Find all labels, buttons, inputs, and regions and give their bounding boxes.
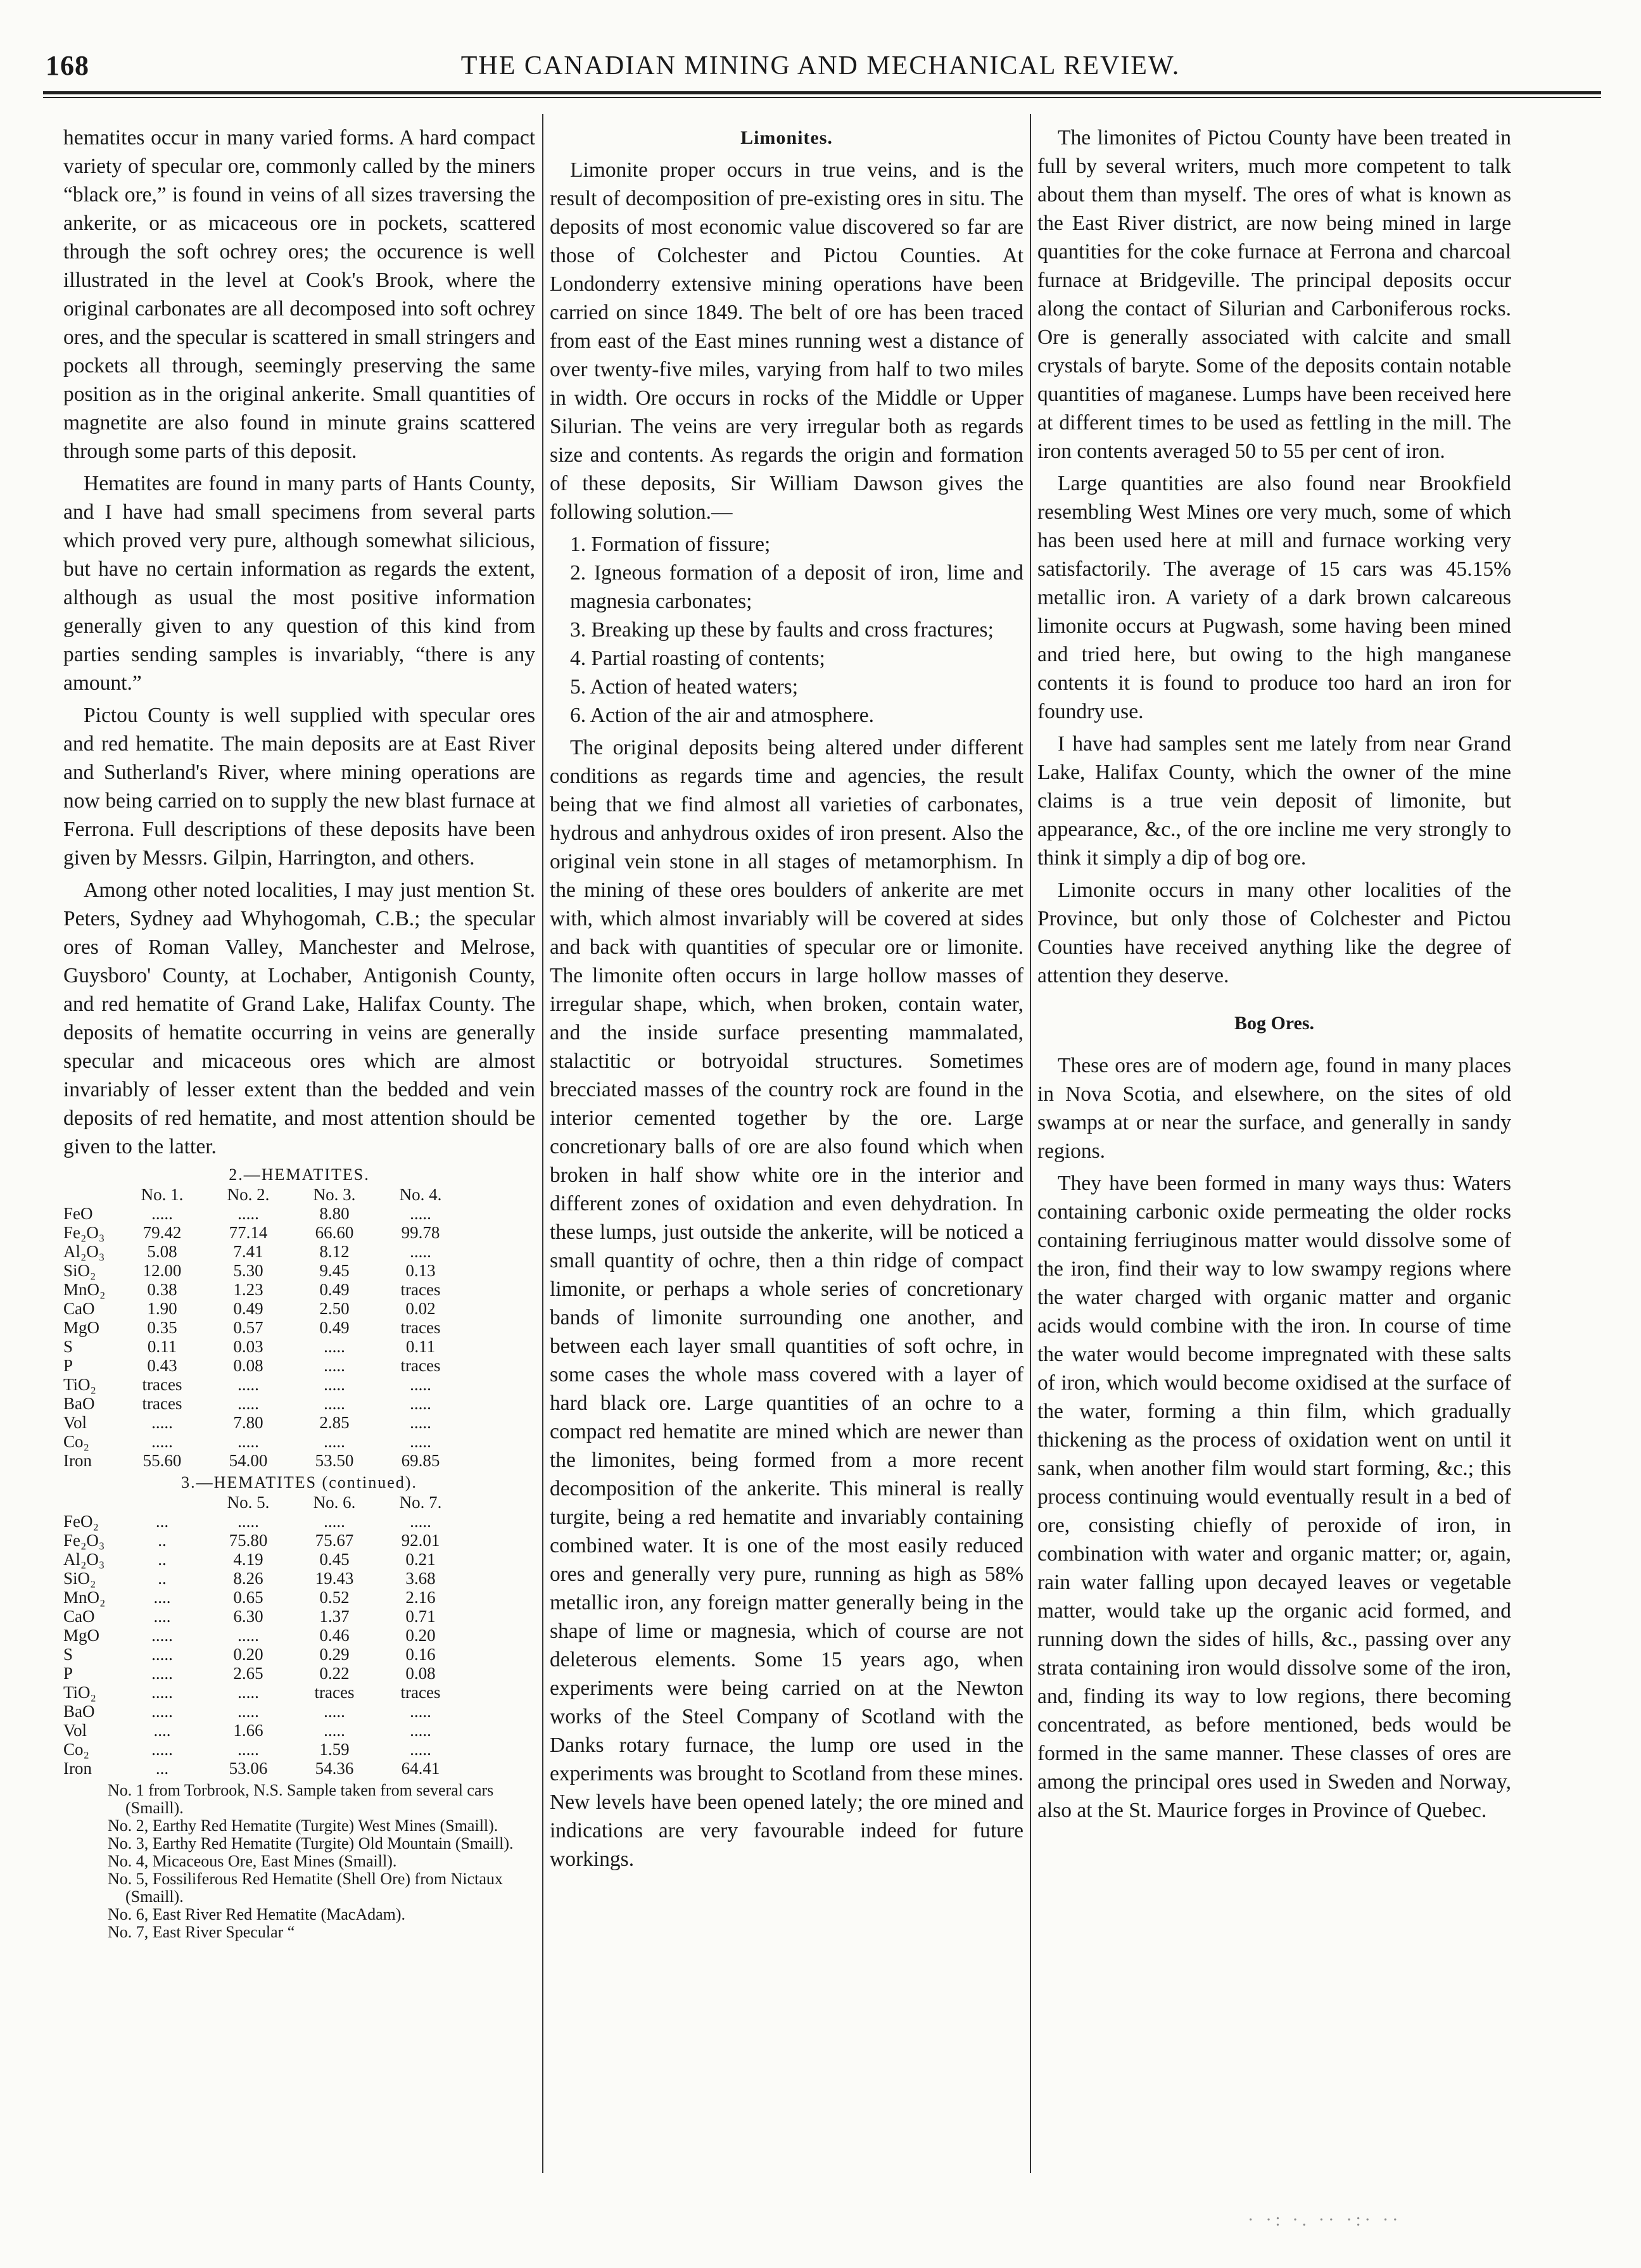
formation-list xyxy=(550,530,1023,730)
paragraph: Among other noted localities, I may just mention St. Peters, Sydney aad Whyhogomah, C.B.; the specular ores of Roman Valley, Manchester and Melrose, Guysboro' County, at Lochaber, Antigonish County, and red hematite of Grand Lake, Halifax County. The deposits of hematite occurring in veins are generally specular and micaceous ores which are almost invariably of lesser extent than the bedded and vein deposits of red hematite, and most attention should be given to the latter. xyxy=(63,878,535,1158)
table-caption: 2.—HEMATITES. xyxy=(229,1165,370,1184)
table-cell: 75.67 xyxy=(315,1531,354,1550)
table-row xyxy=(63,1356,464,1375)
table-cell: ... xyxy=(155,1759,169,1778)
table-cell: 0.21 xyxy=(405,1550,436,1569)
table-cell: ..... xyxy=(238,1702,259,1721)
table-cell: ... xyxy=(155,1512,169,1531)
table-cell: 0.29 xyxy=(319,1645,350,1664)
table-cell: ..... xyxy=(324,1375,345,1394)
table-cell: 9.45 xyxy=(319,1261,350,1280)
table-cell: ..... xyxy=(238,1394,259,1413)
table-cell: Co₂ xyxy=(63,1432,89,1451)
table-cell: 4.19 xyxy=(233,1550,263,1569)
paragraph: The original deposits being altered under different conditions as regards time and agencies, the result being that we find almost all varieties of carbonates, hydrous and anhydrous oxides of iron present. Also the original vein stone in all stages of metamorphism. In the mining of these ores boulders of ankerite are met with, which almost invariably will be covered at sides and back with quantities of specular ore or limonite. The limonite often occurs in large hollow masses of irregular shape, which, when broken, contain water, and the inside surface presenting mammalated, stalactitic or botryoidal structures. Sometimes brecciated masses of the country rock are found in the interior cemented together by the ore. Large concretionary balls of ore are also found which when broken in half show white ore in the interior and different zones of oxidation and even dehydration. In these lumps, just outside the ankerite, will be noticed a small quantity of ochre, then a thin ridge of compact limonite, or perhaps a whole series of concretionary bands of limonite surrounding one another, and between each layer small quantities of soft ochre, in some cases the whole mass covered with a layer of hard black ore. Large quantities of an ochre to a compact red hematite are mined which are newer than the limonites, being formed from a more recent decomposition of the ankerite. This mineral is really turgite, being a red hematite and invariably containing combined water. It is one of the most easily reduced ores and generally very pure, running as high as 58% metallic iron, any foreign matter generally being in the shape of lime or magnesia, which of course are not deleterous elements. Some 15 years ago, when experiments were being carried on at the Newton works of the Steel Company of Scotland with the Danks rotary furnace, the lump ore used in the experiments was brought to Scotland from these mines. New levels have been opened lately; the ore mined and indications are very favourable indeed for future workings. xyxy=(550,736,1023,1871)
table-cell: ..... xyxy=(151,1432,173,1451)
table-header xyxy=(63,1185,119,1204)
table-row xyxy=(63,1432,464,1451)
table-cell: traces xyxy=(142,1375,182,1394)
table-cell: 0.49 xyxy=(319,1318,350,1337)
table-cell: ..... xyxy=(324,1356,345,1375)
table-cell: ..... xyxy=(238,1626,259,1645)
table-cell: Al₂O₃ xyxy=(63,1550,105,1569)
table-cell: 0.03 xyxy=(233,1337,263,1356)
table-cell: ..... xyxy=(151,1702,173,1721)
paragraph: The limonites of Pictou County have been treated in full by several writers, much more competent to talk about them than myself. The ores of what is known as the East River district, are now being mined in large quantities for the coke furnace at Ferrona and charcoal furnace at Bridgeville. The principal deposits occur along the contact of Silurian and Carboniferous rocks. Ore is generally associated with calcite and small crystals of baryte. Some of the deposits contain notable quantities of maganese. Lumps have been received here at different times to be used as fettling in the mill. The iron contents averaged 50 to 55 per cent of iron. xyxy=(1037,126,1511,463)
table-cell: ..... xyxy=(410,1242,431,1261)
header-rule-thin xyxy=(43,97,1601,98)
table-cell: 12.00 xyxy=(143,1261,182,1280)
table-cell: 0.43 xyxy=(147,1356,177,1375)
note: No. 6, East River Red Hematite (MacAdam). xyxy=(108,1905,406,1923)
table-cell: ..... xyxy=(410,1394,431,1413)
table-cell: 0.57 xyxy=(233,1318,263,1337)
table-cell: ..... xyxy=(151,1413,173,1432)
table-cell: 1.59 xyxy=(319,1740,350,1759)
table-cell: 19.43 xyxy=(315,1569,354,1588)
table-cell: ..... xyxy=(151,1664,173,1683)
table-cell: 0.52 xyxy=(319,1588,350,1607)
table-row xyxy=(63,1413,464,1432)
table-cell: Fe₂O₃ xyxy=(63,1223,105,1242)
table-row xyxy=(63,1280,464,1299)
note: No. 3, Earthy Red Hematite (Turgite) Old Mountain (Smaill). xyxy=(108,1834,514,1853)
table-cell: S xyxy=(63,1337,73,1356)
table-row xyxy=(63,1451,464,1470)
table-header: No. 1. xyxy=(141,1185,184,1204)
table-row xyxy=(63,1721,464,1740)
analysis-table-2 xyxy=(63,1493,464,1778)
table-header: No. 3. xyxy=(313,1185,356,1204)
table-cell: FeO xyxy=(63,1204,93,1223)
table-cell: SiO₂ xyxy=(63,1261,96,1280)
table-cell: 0.11 xyxy=(147,1337,177,1356)
table-header: No. 6. xyxy=(313,1493,356,1512)
table-cell: 0.20 xyxy=(233,1645,263,1664)
table-cell: 8.26 xyxy=(233,1569,263,1588)
table-row xyxy=(63,1645,464,1664)
table-header xyxy=(119,1493,205,1512)
table-cell: ..... xyxy=(410,1432,431,1451)
table-cell: 53.06 xyxy=(229,1759,268,1778)
table-cell: ..... xyxy=(410,1702,431,1721)
table-cell: FeO₂ xyxy=(63,1512,99,1531)
table-cell: Vol xyxy=(63,1721,87,1740)
section-heading-bog-ores: Bog Ores. xyxy=(1234,1013,1315,1034)
table-cell: ..... xyxy=(324,1512,345,1531)
table-cell: 55.60 xyxy=(143,1451,182,1470)
paragraph: These ores are of modern age, found in many places in Nova Scotia, and elsewhere, on the sites of old swamps at or near the surface, and generally in sandy regions. xyxy=(1037,1054,1511,1163)
table-cell: ..... xyxy=(324,1432,345,1451)
paragraph: Hematites are found in many parts of Hants County, and I have had small specimens from several parts which proved very pure, although somewhat silicious, but have no certain information as regards the extent, although as usual the most positive information generally given to any question of this kind from parties sending samples is invariably, “there is any amount.” xyxy=(63,472,535,695)
table-cell: Co₂ xyxy=(63,1740,89,1759)
table-cell: CaO xyxy=(63,1607,95,1626)
table-cell: 6.30 xyxy=(233,1607,263,1626)
table-caption: 3.—HEMATITES (continued). xyxy=(181,1473,417,1492)
table-cell: 77.14 xyxy=(229,1223,268,1242)
table-cell: .... xyxy=(153,1721,171,1740)
table-cell: TiO₂ xyxy=(63,1375,96,1394)
table-cell: 8.80 xyxy=(319,1204,350,1223)
running-title: THE CANADIAN MINING AND MECHANICAL REVIEW. xyxy=(460,51,1181,80)
table-cell: 0.11 xyxy=(405,1337,436,1356)
table-cell: 64.41 xyxy=(401,1759,440,1778)
note: No. 2, Earthy Red Hematite (Turgite) West Mines (Smaill). xyxy=(108,1816,498,1835)
table-row xyxy=(63,1394,464,1413)
table-cell: 7.80 xyxy=(233,1413,263,1432)
table-cell: 2.65 xyxy=(233,1664,263,1683)
table-cell: 2.50 xyxy=(319,1299,350,1318)
table-header: No. 4. xyxy=(399,1185,442,1204)
table-row xyxy=(63,1588,464,1607)
table-cell: Iron xyxy=(63,1451,92,1470)
note: No. 1 from Torbrook, N.S. Sample taken from several cars (Smaill). xyxy=(108,1781,494,1817)
table-cell: 5.30 xyxy=(233,1261,263,1280)
table-cell: 75.80 xyxy=(229,1531,268,1550)
list-item: 2. Igneous formation of a deposit of iron, lime and magnesia carbonates; xyxy=(570,561,1023,613)
table-cell: ..... xyxy=(238,1375,259,1394)
paragraph: Large quantities are also found near Brookfield resembling West Mines ore very much, some of which has been used here at mill and furnace working very satisfactorily. The average of 15 cars was 45.15% metallic iron. A variety of a dark brown calcareous limonite occurs at Pugwash, some having been mined and tried here, but owing to the high manganese contents it is found to produce too hard an iron for foundry use. xyxy=(1037,472,1511,723)
table-cell: 0.38 xyxy=(147,1280,177,1299)
page-number: 168 xyxy=(46,50,89,81)
paragraph: hematites occur in many varied forms. A hard compact variety of specular ore, commonly called by the miners “black ore,” is found in veins of all sizes traversing the ankerite, or as micaceous ore in pockets, scattered through the soft ochrey ores; the occurence is well illustrated in the level at Cook's Brook, where the original carbonates are all decomposed into soft ochrey ores, and the specular is scattered in small stringers and pockets all through, seemingly preserving the same position as in the original ankerite. Small quantities of magnetite are also found in minute grains scattered through some parts of this deposit. xyxy=(63,126,535,463)
column-3 xyxy=(1037,124,1511,1828)
table-cell: TiO₂ xyxy=(63,1683,96,1702)
paragraph: I have had samples sent me lately from near Grand Lake, Halifax County, which the owner of the mine claims is a true vein deposit of limonite, but appearance, &c., of the ore incline me very strongly to think it simply a dip of bog ore. xyxy=(1037,732,1511,870)
table-cell: 1.66 xyxy=(233,1721,263,1740)
analysis-table-1 xyxy=(63,1185,464,1470)
table-cell: 0.02 xyxy=(405,1299,436,1318)
table-cell: ..... xyxy=(410,1721,431,1740)
table-row xyxy=(63,1664,464,1683)
table-cell: 0.13 xyxy=(405,1261,436,1280)
table-cell: 3.68 xyxy=(405,1569,436,1588)
table-header: No. 2. xyxy=(227,1185,270,1204)
table-cell: Vol xyxy=(63,1413,87,1432)
table-cell: CaO xyxy=(63,1299,95,1318)
table-cell: BaO xyxy=(63,1702,95,1721)
print-specks-decoration: · ·: ·. ·· ·:· ·· xyxy=(1248,2210,1402,2230)
table-row xyxy=(63,1740,464,1759)
table-cell: ..... xyxy=(410,1375,431,1394)
table-cell: 54.36 xyxy=(315,1759,354,1778)
table-cell: .. xyxy=(158,1531,167,1550)
table-cell: 66.60 xyxy=(315,1223,354,1242)
note: No. 7, East River Specular “ xyxy=(108,1923,295,1941)
table-cell: P xyxy=(63,1664,73,1683)
table-cell: 5.08 xyxy=(147,1242,177,1261)
column-divider-1 xyxy=(542,114,543,2173)
table-cell: 0.20 xyxy=(405,1626,436,1645)
list-item: 5. Action of heated waters; xyxy=(570,675,799,699)
table-cell: traces xyxy=(314,1683,355,1702)
table-cell: 79.42 xyxy=(143,1223,182,1242)
table-cell: ..... xyxy=(151,1204,173,1223)
table-cell: 0.65 xyxy=(233,1588,263,1607)
table-cell: 7.41 xyxy=(233,1242,263,1261)
paragraph: Limonite proper occurs in true veins, and is the result of decomposition of pre-existing ores in situ. The deposits of most economic value discovered so far are those of Colchester and Pictou Counties. At Londonderry extensive mining operations have been carried on since 1849. The belt of ore has been traced from east of the East mines running west a distance of over twenty-five miles, varying from half to two miles in width. Ore occurs in rocks of the Middle or Upper Silurian. The veins are very irregular both as regards size and contents. As regards the origin and formation of these deposits, Sir William Dawson gives the following solution.— xyxy=(550,158,1023,524)
table-header: No. 7. xyxy=(399,1493,442,1512)
table-cell: ..... xyxy=(410,1413,431,1432)
table-cell: 0.16 xyxy=(405,1645,436,1664)
table-cell: BaO xyxy=(63,1394,95,1413)
column-1 xyxy=(63,124,535,1941)
table-cell: .. xyxy=(158,1569,167,1588)
table-cell: 0.08 xyxy=(233,1356,263,1375)
table-row xyxy=(63,1683,464,1702)
table-cell: 0.08 xyxy=(405,1664,436,1683)
table-cell: SiO₂ xyxy=(63,1569,96,1588)
table-cell: ..... xyxy=(151,1683,173,1702)
table-cell: ..... xyxy=(238,1740,259,1759)
table-row xyxy=(63,1375,464,1394)
table-cell: 0.35 xyxy=(147,1318,177,1337)
table-cell: 0.49 xyxy=(319,1280,350,1299)
header-rule-thick xyxy=(43,91,1601,94)
table-row xyxy=(63,1223,464,1242)
table-cell: 1.90 xyxy=(147,1299,177,1318)
table-cell: MgO xyxy=(63,1318,100,1337)
table-cell: Fe₂O₃ xyxy=(63,1531,105,1550)
section-heading-limonites: Limonites. xyxy=(740,127,833,148)
table-header: No. 5. xyxy=(227,1493,270,1512)
table-cell: .... xyxy=(153,1607,171,1626)
list-item: 3. Breaking up these by faults and cross fractures; xyxy=(570,618,994,642)
table-cell: ..... xyxy=(238,1204,259,1223)
table-header xyxy=(63,1493,119,1512)
table-cell: S xyxy=(63,1645,73,1664)
list-item: 1. Formation of fissure; xyxy=(570,533,771,556)
table-row xyxy=(63,1204,464,1223)
table-cell: ..... xyxy=(238,1432,259,1451)
table-cell: ..... xyxy=(238,1512,259,1531)
table-cell: traces xyxy=(400,1280,441,1299)
table-cell: 0.49 xyxy=(233,1299,263,1318)
table-cell: 69.85 xyxy=(401,1451,440,1470)
table-cell: ..... xyxy=(324,1721,345,1740)
table-cell: ..... xyxy=(324,1337,345,1356)
table-cell: MgO xyxy=(63,1626,100,1645)
table-cell: 99.78 xyxy=(401,1223,440,1242)
table-cell: traces xyxy=(400,1683,441,1702)
table-row xyxy=(63,1318,464,1337)
table-row xyxy=(63,1531,464,1550)
table-row xyxy=(63,1337,464,1356)
table-cell: P xyxy=(63,1356,73,1375)
table-cell: traces xyxy=(142,1394,182,1413)
table-cell: Iron xyxy=(63,1759,92,1778)
table-row xyxy=(63,1626,464,1645)
table-cell: Al₂O₃ xyxy=(63,1242,105,1261)
list-item: 4. Partial roasting of contents; xyxy=(570,647,825,670)
table-row xyxy=(63,1607,464,1626)
table-cell: 53.50 xyxy=(315,1451,354,1470)
table-cell: ..... xyxy=(410,1204,431,1223)
table-cell: ..... xyxy=(151,1645,173,1664)
table-cell: 0.22 xyxy=(319,1664,350,1683)
table-cell: ..... xyxy=(238,1683,259,1702)
table-notes xyxy=(63,1782,535,1941)
table-cell: .... xyxy=(153,1588,171,1607)
table-row xyxy=(63,1299,464,1318)
table-cell: 0.45 xyxy=(319,1550,350,1569)
table-row xyxy=(63,1550,464,1569)
table-cell: 0.71 xyxy=(405,1607,436,1626)
paragraph: Pictou County is well supplied with specular ores and red hematite. The main deposits are at East River and Sutherland's River, where mining operations are now being carried on to supply the new blast furnace at Ferrona. Full descriptions of these deposits have been given by Messrs. Gilpin, Harrington, and others. xyxy=(63,704,535,870)
table-row xyxy=(63,1242,464,1261)
table-cell: traces xyxy=(400,1318,441,1337)
table-cell: .. xyxy=(158,1550,167,1569)
note: No. 5, Fossiliferous Red Hematite (Shell Ore) from Nictaux (Smaill). xyxy=(108,1870,503,1906)
table-cell: ..... xyxy=(151,1740,173,1759)
table-cell: 2.85 xyxy=(319,1413,350,1432)
table-cell: 92.01 xyxy=(401,1531,440,1550)
table-cell: ..... xyxy=(410,1512,431,1531)
paragraph: Limonite occurs in many other localities of the Province, but only those of Colchester and Pictou Counties have received anything like the degree of attention they deserve. xyxy=(1037,878,1511,987)
table-cell: MnO₂ xyxy=(63,1588,106,1607)
table-row xyxy=(63,1569,464,1588)
table-cell: 2.16 xyxy=(405,1588,436,1607)
table-row xyxy=(63,1261,464,1280)
table-cell: traces xyxy=(400,1356,441,1375)
column-divider-2 xyxy=(1030,114,1031,2173)
table-row xyxy=(63,1759,464,1778)
column-2 xyxy=(550,124,1023,1877)
table-row xyxy=(63,1702,464,1721)
table-cell: 54.00 xyxy=(229,1451,268,1470)
list-item: 6. Action of the air and atmosphere. xyxy=(570,704,875,727)
paragraph: They have been formed in many ways thus: Waters containing carbonic oxide permeating the older rocks containing ferriuginous matter would dissolve some of the iron, find their way to low swampy regions where the water charged with organic matter and organic acids would combine with the iron. In course of time the water would become impregnated with these salts of iron, which would become oxidised at the surface of the water, forming a thin film, which gradually thickening as the process of oxidation went on until it sank, when another film would start forming, &c.; this process continuing would eventually result in a bed of ore, consisting chiefly of peroxide of iron, in combination with water and organic matter; or, again, rain water falling upon decayed leaves or vegetable matter, would take up the organic acid formed, and running down the sides of hills, &c., passing over any strata containing iron would dissolve some of the iron, and, finding its way to low regions, there becoming concentrated, as before mentioned, beds would be formed in the same manner. These classes of ores are among the principal ores used in Sweden and Norway, also at the St. Maurice forges in Province of Quebec. xyxy=(1037,1172,1511,1822)
table-cell: 1.37 xyxy=(319,1607,350,1626)
table-row xyxy=(63,1512,464,1531)
table-cell: ..... xyxy=(324,1702,345,1721)
note: No. 4, Micaceous Ore, East Mines (Smaill). xyxy=(108,1852,397,1870)
table-cell: MnO₂ xyxy=(63,1280,106,1299)
table-cell: 0.46 xyxy=(319,1626,350,1645)
table-cell: 1.23 xyxy=(233,1280,263,1299)
table-cell: ..... xyxy=(151,1626,173,1645)
table-cell: 8.12 xyxy=(319,1242,350,1261)
table-cell: ..... xyxy=(324,1394,345,1413)
table-cell: ..... xyxy=(410,1740,431,1759)
